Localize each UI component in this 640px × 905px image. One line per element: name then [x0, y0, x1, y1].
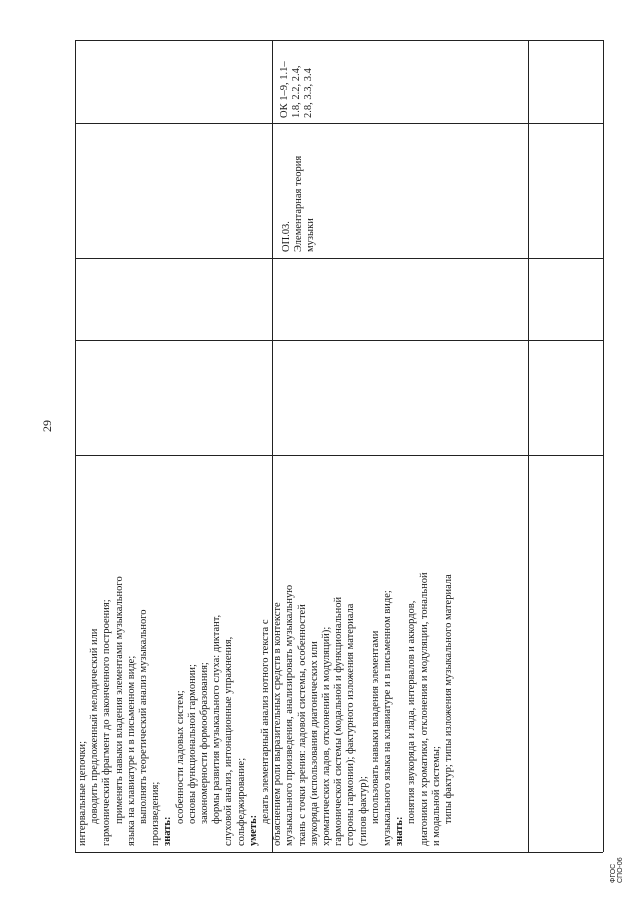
main-cell-line: и модальной системы; — [430, 746, 442, 846]
main-cell-line: формы развития музыкального слуха: диктант, — [211, 614, 223, 824]
column-divider-3 — [75, 340, 603, 341]
main-cell-line: гармонический фрагмент до законченного построения; — [101, 599, 113, 846]
main-cell-line: знать: — [394, 816, 406, 846]
main-cell-line: музыкального произведения, анализировать музыкальную — [284, 584, 296, 846]
main-cell-line: понятия звукоряда и лада, интервалов и аккордов, — [406, 600, 418, 824]
main-cell-line: применять навыки владения элементами музыкального — [113, 576, 125, 824]
column-divider-4 — [75, 455, 603, 456]
main-cell-line: интервальные цепочки; — [77, 740, 88, 846]
cell-line: ОП.03. — [281, 221, 292, 252]
column-divider-2 — [75, 258, 603, 259]
main-cell-text — [77, 572, 455, 846]
main-cell-line: закономерности формообразования; — [199, 662, 211, 824]
cell-line: ОК 1–9, 1.1– — [279, 61, 290, 118]
main-cell-line: ткань с точки зрения: ладовой системы, особенностей — [296, 604, 308, 846]
cell-line: Элементарная теория — [293, 155, 305, 252]
main-cell-line: знать: — [162, 816, 174, 846]
main-cell-line: выполнять теоретический анализ музыкального — [138, 609, 150, 824]
row-divider-a — [272, 40, 273, 123]
table-border-bottom — [75, 852, 603, 853]
discipline-cell-text — [281, 156, 318, 252]
table-border-right — [603, 40, 604, 852]
main-cell-line: звукоряда (использования диатонических или — [308, 641, 320, 846]
main-cell-line: диатоники и хроматики, отклонения и модуляции, тональной — [418, 572, 430, 846]
main-cell-line: слуховой анализ, интонационные упражнения, — [223, 636, 235, 846]
main-cell-line: музыкального языка на клавиатуре и в письменном виде; — [382, 590, 394, 846]
cell-line: музыки — [305, 218, 317, 252]
main-cell-line: хроматических ладов, отклонений и модуляций); — [321, 626, 333, 846]
competency-cell-text — [279, 61, 316, 118]
main-cell-line: (типов фактур); — [357, 776, 369, 846]
main-cell-line: доводить предложенный мелодический или — [89, 628, 101, 824]
main-cell-line: типы фактур; типы изложения музыкального материала — [443, 574, 455, 824]
column-divider-1 — [75, 123, 603, 124]
cell-line: 1.8, 2.2, 2.4, — [291, 65, 303, 118]
table-border-top — [75, 40, 603, 41]
main-cell-line: объяснением роли выразительных средств в контексте — [272, 602, 284, 846]
row-divider-d — [272, 340, 273, 455]
main-cell-line: особенности ладовых систем; — [174, 690, 186, 824]
main-cell-line: сольфеджирование; — [235, 757, 247, 846]
main-cell-line: использовать навыки владения элементами — [369, 630, 381, 824]
main-cell-line: произведения; — [150, 781, 162, 846]
main-cell-line: гармонической системы (модальной и функциональной — [333, 596, 345, 846]
main-cell-line: стороны гармонии); фактурного изложения материала — [345, 603, 357, 846]
main-cell-line: делать элементарный анализ нотного текста с — [260, 619, 272, 824]
footer-code: ФГОС СПО-06 — [610, 857, 624, 883]
main-cell-line: языка на клавиатуре и в письменном виде; — [125, 655, 137, 846]
cell-line: 2.8, 3.3, 3.4 — [303, 68, 315, 118]
row-divider-right — [528, 40, 529, 852]
main-cell-line: основы функциональной гармонии; — [186, 664, 198, 824]
page-number: 29 — [40, 420, 54, 432]
main-cell-line: уметь: — [247, 814, 259, 846]
row-divider-c — [272, 258, 273, 340]
row-divider-b — [272, 123, 273, 258]
table-border-left — [75, 40, 76, 852]
